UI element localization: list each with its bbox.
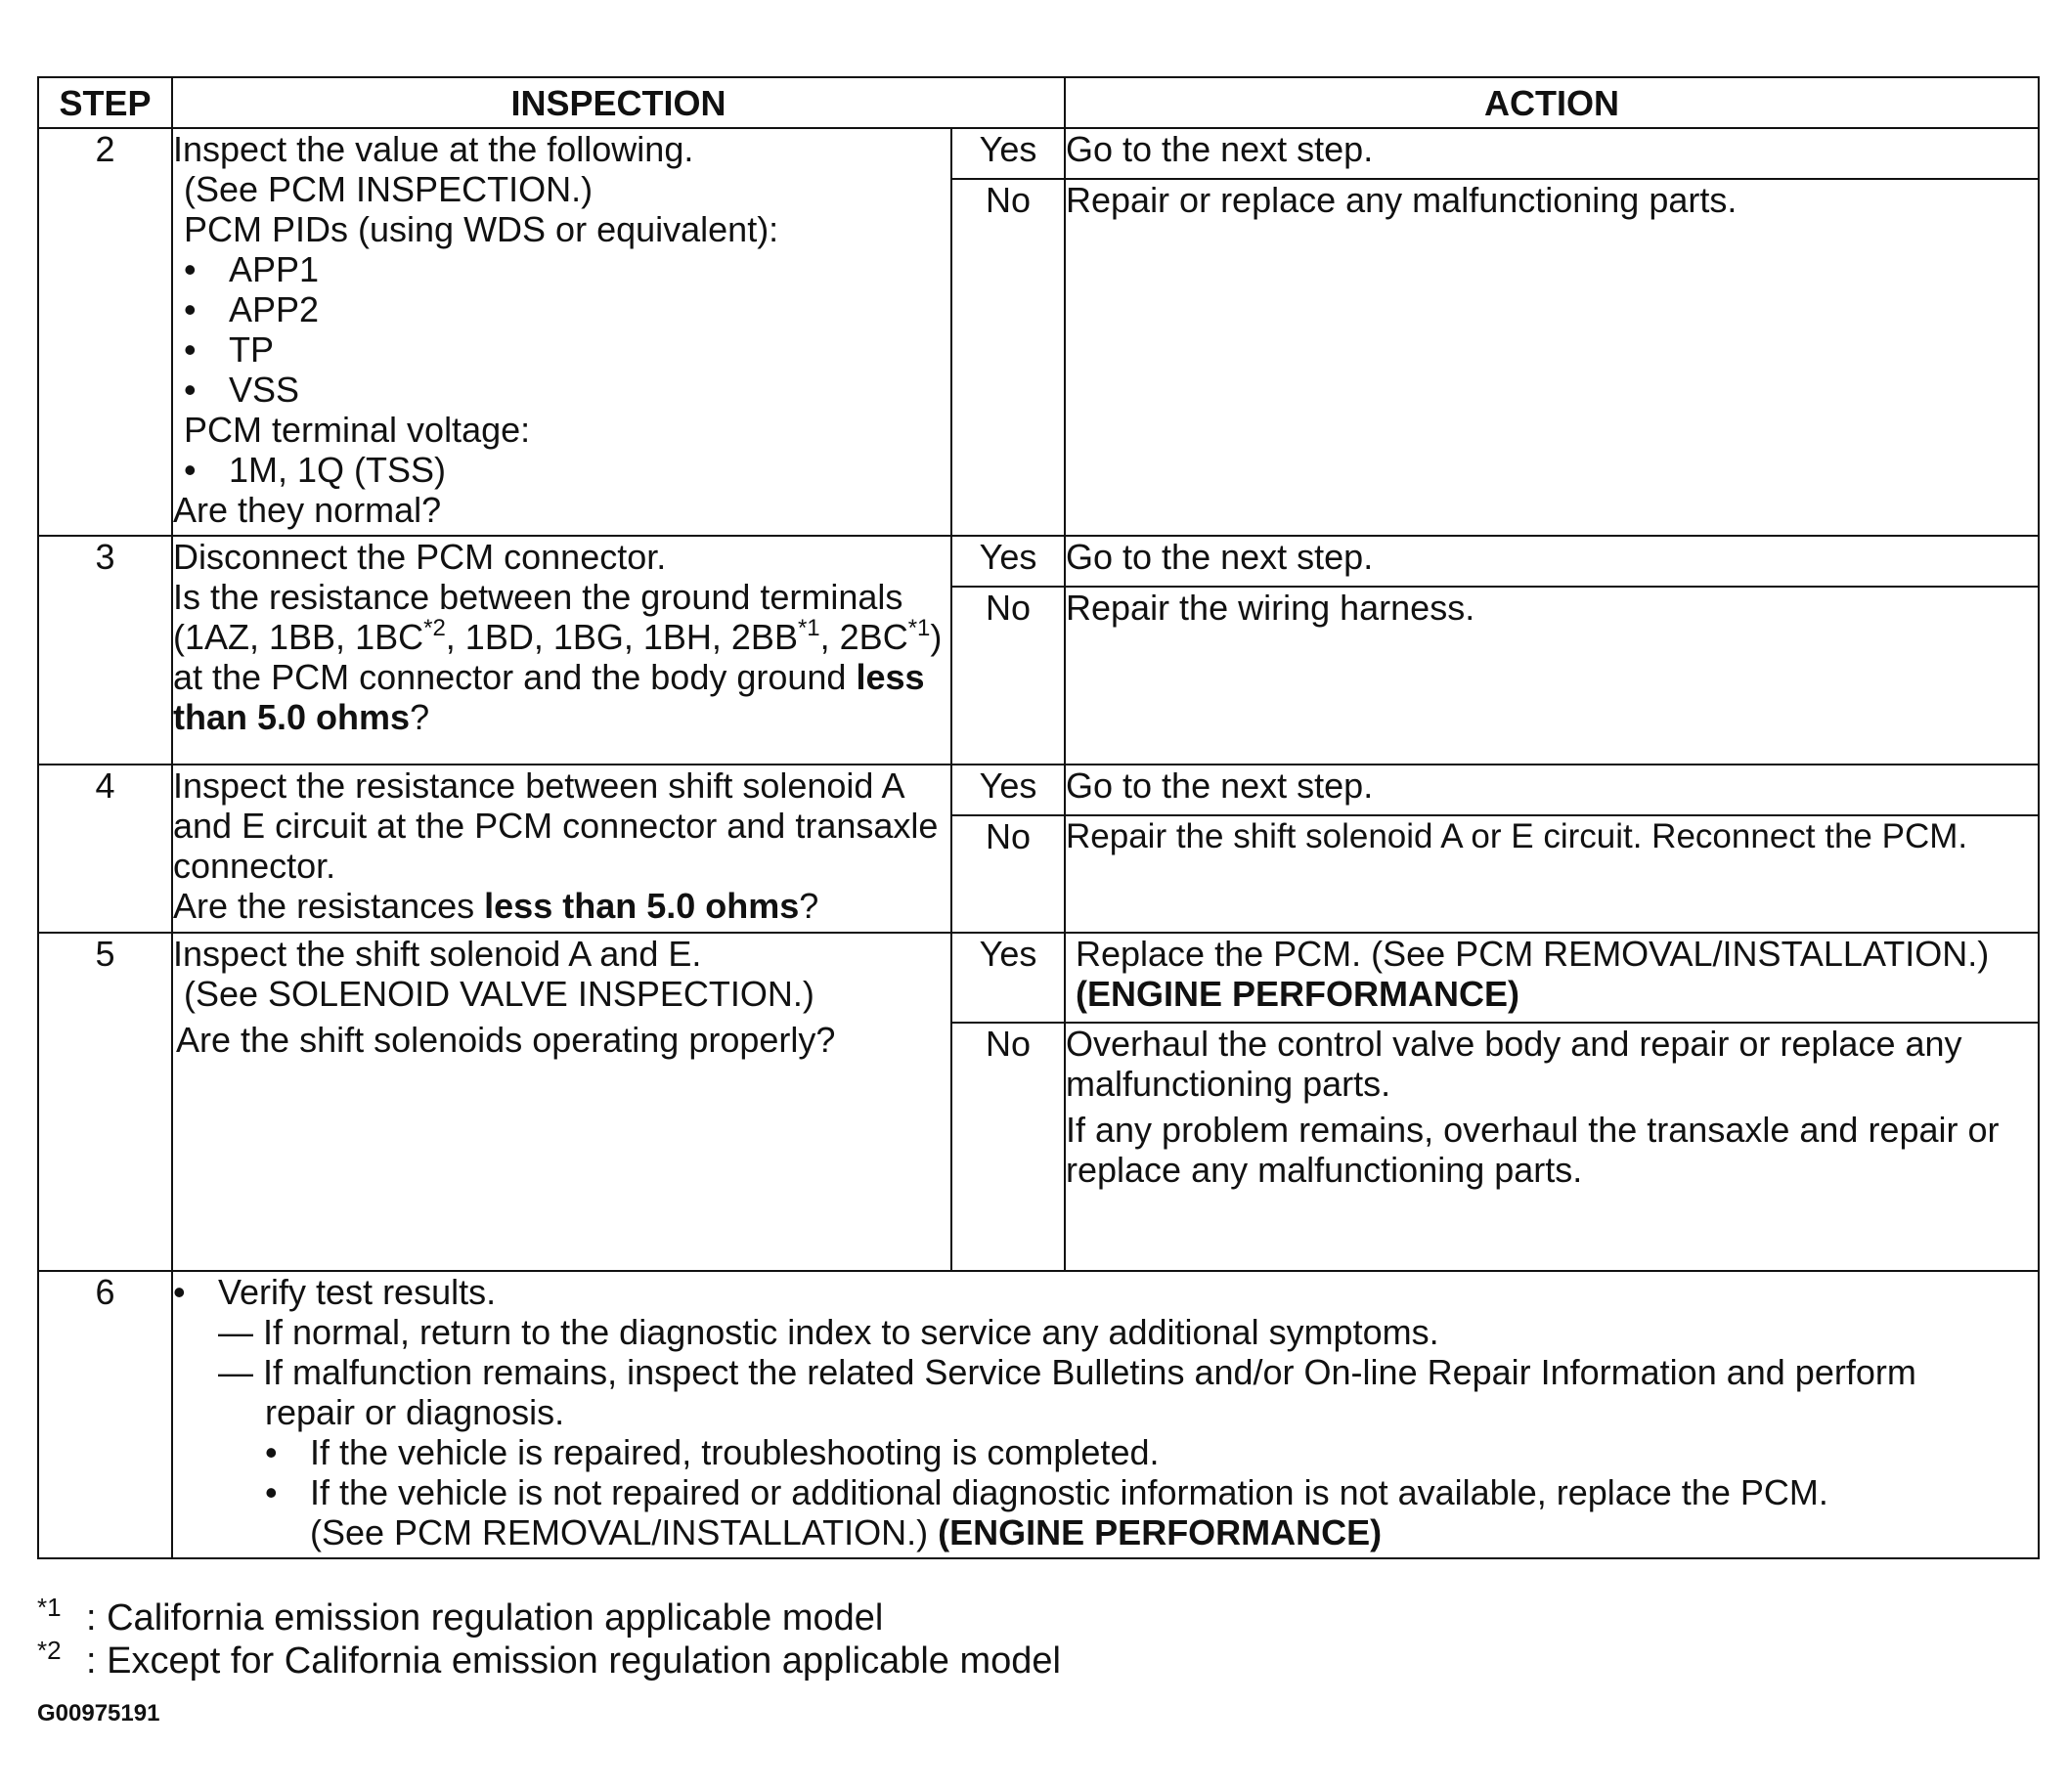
yes-action: Go to the next step. <box>1065 765 2039 815</box>
no-action: Repair the shift solenoid A or E circuit. Reconnect the PCM. <box>1065 815 2039 933</box>
list-item-continuation: (See PCM REMOVAL/INSTALLATION.) (ENGINE PERFORMANCE) <box>310 1512 1383 1552</box>
no-label: No <box>951 1023 1065 1271</box>
list-item: • VSS <box>173 370 950 410</box>
no-action-text: If any problem remains, overhaul the transaxle and repair or replace any malfunctioning parts. <box>1066 1110 2000 1190</box>
table-row <box>38 536 2039 587</box>
inspection-cell <box>172 128 951 536</box>
inspection-text: Inspect the resistance between shift solenoid A and E circuit at the PCM connector and transaxle connector. <box>173 765 939 886</box>
yes-label: Yes <box>951 933 1065 1023</box>
yes-action-text: Replace the PCM. (See PCM REMOVAL/INSTALLATION.) <box>1076 934 1990 974</box>
yes-label: Yes <box>951 536 1065 587</box>
inspection-reference: (See SOLENOID VALVE INSPECTION.) <box>184 974 814 1014</box>
yes-action-bold: (ENGINE PERFORMANCE) <box>1076 974 1520 1014</box>
inspection-text: Disconnect the PCM connector. <box>173 537 667 577</box>
footnote-text: : California emission regulation applicable model <box>86 1597 884 1639</box>
no-action-text: Overhaul the control valve body and repair or replace any malfunctioning parts. <box>1066 1024 1962 1104</box>
inspection-cell <box>172 765 951 933</box>
yes-label: Yes <box>951 128 1065 179</box>
list-item: — If normal, return to the diagnostic index to service any additional symptoms. <box>218 1312 1439 1352</box>
table-row <box>38 1271 2039 1558</box>
list-item: • 1M, 1Q (TSS) <box>173 450 950 490</box>
inspection-cell <box>172 933 951 1271</box>
no-action <box>1065 1023 2039 1271</box>
step-number: 5 <box>38 933 172 1271</box>
inspection-text: Inspect the value at the following. <box>173 129 694 169</box>
list-item: • APP2 <box>173 289 950 329</box>
list-item: • Verify test results. <box>173 1272 2038 1312</box>
yes-action: Go to the next step. <box>1065 536 2039 587</box>
diagnostic-table <box>37 76 2040 1559</box>
yes-label: Yes <box>951 765 1065 815</box>
header-inspection: INSPECTION <box>172 77 1065 128</box>
inspection-question: Are the shift solenoids operating properly? <box>176 1020 836 1060</box>
table-header-row <box>38 77 2039 128</box>
yes-action <box>1065 933 2039 1023</box>
footnote-mark: *1 <box>37 1593 62 1622</box>
no-action: Repair the wiring harness. <box>1065 587 2039 765</box>
inspection-reference: (See PCM INSPECTION.) <box>184 169 594 209</box>
list-item: — If malfunction remains, inspect the related Service Bulletins and/or On-line Repair Information and perform <box>218 1352 1916 1392</box>
header-step: STEP <box>38 77 172 128</box>
list-item: • APP1 <box>173 249 950 289</box>
list-item: • If the vehicle is repaired, troubleshooting is completed. <box>173 1432 2038 1472</box>
table-row <box>38 933 2039 1023</box>
inspection-question: Are the resistances less than 5.0 ohms? <box>173 886 819 926</box>
footnote <box>37 1629 1061 1683</box>
header-action: ACTION <box>1065 77 2039 128</box>
verify-cell <box>172 1271 2039 1558</box>
inspection-question: Is the resistance between the ground terminals (1AZ, 1BB, 1BC$^{*2}$, 1BD, 1BG, 1BH, 2BB$^{*1}$, 2BC$^{*1}$) at the PCM connector and the body ground less than 5.0 ohms? <box>173 577 943 737</box>
inspection-text: PCM PIDs (using WDS or equivalent): <box>184 209 779 249</box>
table-row <box>38 128 2039 179</box>
no-label: No <box>951 815 1065 933</box>
no-label: No <box>951 587 1065 765</box>
list-item: • If the vehicle is not repaired or additional diagnostic information is not available, replace the PCM. <box>173 1472 2038 1512</box>
inspection-question: Are they normal? <box>173 490 442 530</box>
footnote-text: : Except for California emission regulation applicable model <box>86 1640 1061 1682</box>
step-number: 4 <box>38 765 172 933</box>
list-item: • TP <box>173 329 950 370</box>
table-row <box>38 765 2039 815</box>
inspection-text: Inspect the shift solenoid A and E. <box>173 934 702 974</box>
inspection-text: PCM terminal voltage: <box>184 410 531 450</box>
inspection-cell <box>172 536 951 765</box>
no-label: No <box>951 179 1065 536</box>
yes-action: Go to the next step. <box>1065 128 2039 179</box>
footnote-mark: *2 <box>37 1636 62 1665</box>
step-number: 2 <box>38 128 172 536</box>
list-item-continuation: repair or diagnosis. <box>265 1392 565 1432</box>
step-number: 6 <box>38 1271 172 1558</box>
step-number: 3 <box>38 536 172 765</box>
no-action: Repair or replace any malfunctioning parts. <box>1065 179 2039 536</box>
figure-code: G00975191 <box>37 1700 160 1726</box>
